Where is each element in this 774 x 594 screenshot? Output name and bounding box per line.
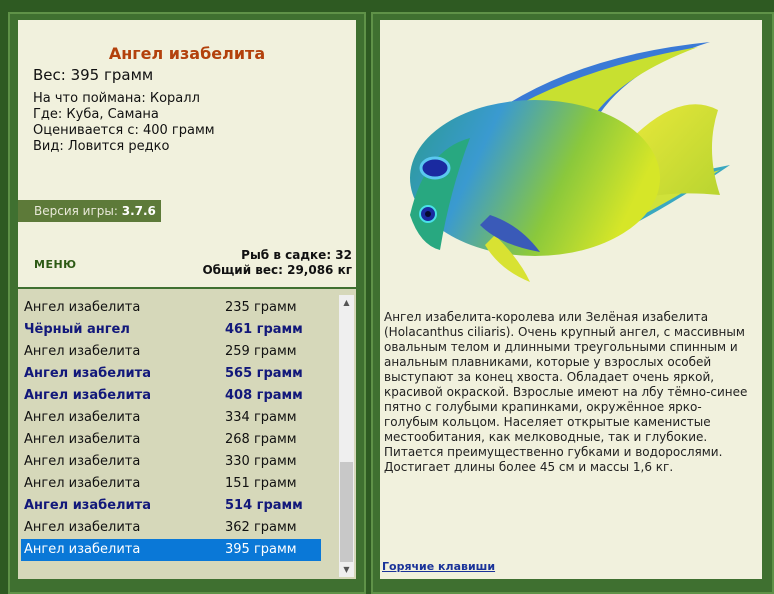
info-species-rarity: Вид: Ловится редко [33,139,170,154]
fish-count: Рыб в садке: 32 [241,248,352,262]
fish-info-panel [18,20,356,287]
list-item-name: Ангел изабелита [24,454,141,469]
list-item-name: Ангел изабелита [24,300,141,315]
list-item-weight: 268 грамм [225,432,297,447]
version-label: Версия игры: [34,204,118,218]
list-item[interactable] [21,385,321,407]
catch-list[interactable] [18,289,356,579]
hotkeys-link[interactable]: Горячие клавиши [382,560,496,573]
list-item-weight: 514 грамм [225,498,303,513]
list-item[interactable] [21,539,321,561]
list-item-weight: 330 грамм [225,454,297,469]
fish-detail-panel [380,20,762,579]
list-item[interactable] [21,407,321,429]
list-item-weight: 395 грамм [225,542,297,557]
list-item[interactable] [21,319,321,341]
version-bar [18,200,161,222]
list-item-name: Ангел изабелита [24,542,141,557]
list-item[interactable] [21,517,321,539]
list-item[interactable] [21,341,321,363]
list-item-name: Ангел изабелита [24,520,141,535]
list-item-name: Чёрный ангел [24,322,130,337]
scroll-thumb[interactable] [340,462,353,562]
menu-button[interactable]: МЕНЮ [34,258,77,271]
list-item-name: Ангел изабелита [24,388,151,403]
catch-stats [202,248,352,278]
list-item-weight: 151 грамм [225,476,297,491]
list-item[interactable] [21,429,321,451]
list-item-name: Ангел изабелита [24,344,141,359]
list-item-weight: 362 грамм [225,520,297,535]
list-item[interactable] [21,363,321,385]
fish-image [380,20,762,305]
fish-weight: Вес: 395 грамм [33,66,154,84]
list-item-weight: 565 грамм [225,366,303,381]
info-location: Где: Куба, Самана [33,107,159,122]
list-scrollbar[interactable] [339,295,354,577]
scroll-down-icon[interactable]: ▼ [343,565,350,574]
list-item[interactable] [21,451,321,473]
fish-title: Ангел изабелита [108,44,266,63]
list-item[interactable] [21,473,321,495]
list-item[interactable] [21,297,321,319]
info-valued-from: Оценивается с: 400 грамм [33,123,215,138]
list-item[interactable] [21,495,321,517]
list-item-name: Ангел изабелита [24,476,141,491]
list-item-name: Ангел изабелита [24,498,151,513]
total-weight: Общий вес: 29,086 кг [202,263,352,277]
list-item-name: Ангел изабелита [24,410,141,425]
list-item-weight: 334 грамм [225,410,297,425]
list-item-weight: 461 грамм [225,322,303,337]
list-item-weight: 408 грамм [225,388,303,403]
fish-description: Ангел изабелита-королева или Зелёная изабелита (Holacanthus ciliaris). Очень крупный ангел, с массивным овальным телом и длинными треугольными спинным и анальным плавниками, которые у взрослых особей выступают за конец хвоста. Обладает очень яркой, красивой окраской. Взрослые имеют на лбу тёмно-синее пятно с голубыми крапинками, окружённое ярко-голубым кольцом. Населяет открытые каменистые местообитания, как мелководные, так и глубокие. Питается преимущественно губками и водорослями. Достигает длины более 45 см и массы 1,6 кг. [384,310,748,474]
list-item-weight: 235 грамм [225,300,297,315]
info-bait: На что поймана: Коралл [33,91,200,106]
scroll-up-icon[interactable]: ▲ [343,298,350,307]
list-item-name: Ангел изабелита [24,366,151,381]
version-value: 3.7.6 [121,204,156,218]
list-item-name: Ангел изабелита [24,432,141,447]
list-item-weight: 259 грамм [225,344,297,359]
